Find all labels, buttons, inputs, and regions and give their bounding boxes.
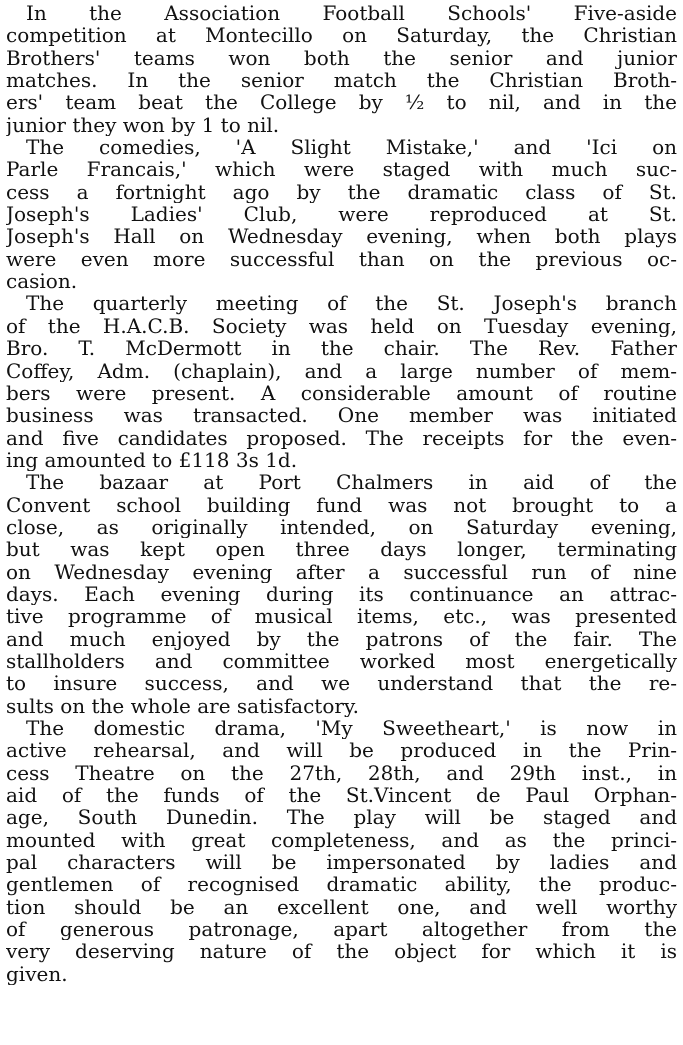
text-line: casion. bbox=[6, 270, 78, 293]
paragraph-football bbox=[6, 2, 677, 136]
text-line: gentlemen of recognised dramatic ability, the produc- bbox=[6, 873, 677, 896]
text-line: business was transacted. One member was initiated bbox=[6, 404, 677, 427]
text-line: The bazaar at Port Chalmers in aid of the bbox=[26, 471, 677, 494]
text-line: competition at Montecillo on Saturday, the Christian bbox=[6, 24, 677, 47]
text-line: active rehearsal, and will be produced in the Prin- bbox=[6, 739, 677, 762]
text-line: Parle Francais,' which were staged with much suc- bbox=[6, 158, 677, 181]
text-line: close, as originally intended, on Saturday evening, bbox=[6, 515, 677, 539]
text-line: to insure success, and we understand that the re- bbox=[6, 672, 677, 695]
text-line: The domestic drama, 'My Sweetheart,' is now in bbox=[26, 717, 677, 740]
text-line: tive programme of musical items, etc., was presented bbox=[6, 605, 677, 628]
text-line: were even more successful than on the previous oc- bbox=[6, 247, 677, 271]
text-line: junior they won by 1 to nil. bbox=[6, 113, 280, 137]
text-line: matches. In the senior match the Christian Broth- bbox=[6, 69, 677, 92]
text-line: Joseph's Ladies' Club, were reproduced at St. bbox=[6, 203, 677, 226]
text-line: ing amounted to £118 3s 1d. bbox=[6, 448, 298, 472]
text-line: Convent school building fund was not brought to a bbox=[6, 493, 677, 516]
text-line: and much enjoyed by the patrons of the fair. The bbox=[6, 627, 677, 650]
text-line: Joseph's Hall on Wednesday evening, when both plays bbox=[6, 225, 677, 248]
text-line: given. bbox=[6, 962, 68, 986]
text-line: stallholders and committee worked most energetically bbox=[6, 649, 677, 673]
text-line: pal characters will be impersonated by ladies and bbox=[6, 851, 677, 874]
text-line: age, South Dunedin. The play will be staged and bbox=[6, 806, 677, 829]
text-line: of generous patronage, apart altogether from the bbox=[6, 918, 677, 941]
text-line: mounted with great completeness, and as the princi- bbox=[6, 828, 677, 852]
paragraph-drama bbox=[6, 717, 677, 985]
text-line: ers' team beat the College by ½ to nil, and in the bbox=[6, 91, 677, 114]
text-line: cess a fortnight ago by the dramatic class of St. bbox=[6, 180, 677, 204]
text-line: tion should be an excellent one, and well worthy bbox=[6, 895, 677, 919]
paragraph-hacb-meeting bbox=[6, 292, 677, 471]
text-line: and five candidates proposed. The receipts for the even- bbox=[6, 426, 677, 449]
text-line: The quarterly meeting of the St. Joseph's branch bbox=[26, 292, 677, 315]
text-line: Brothers' teams won both the senior and junior bbox=[6, 46, 677, 70]
text-line: In the Association Football Schools' Five-aside bbox=[26, 2, 677, 25]
text-line: but was kept open three days longer, terminating bbox=[6, 538, 677, 561]
text-line: cess Theatre on the 27th, 28th, and 29th inst., in bbox=[6, 761, 677, 785]
text-line: of the H.A.C.B. Society was held on Tuesday evening, bbox=[6, 314, 677, 338]
text-line: Coffey, Adm. (chaplain), and a large number of mem- bbox=[6, 359, 677, 382]
text-line: aid of the funds of the St.Vincent de Paul Orphan- bbox=[6, 784, 677, 807]
paragraph-bazaar bbox=[6, 471, 677, 717]
text-line: on Wednesday evening after a successful run of nine bbox=[6, 560, 677, 583]
text-line: The comedies, 'A Slight Mistake,' and 'Ici on bbox=[26, 136, 677, 159]
text-line: sults on the whole are satisfactory. bbox=[6, 694, 359, 717]
text-line: Bro. T. McDermott in the chair. The Rev. Father bbox=[6, 337, 677, 360]
text-line: days. Each evening during its continuance an attrac- bbox=[6, 582, 677, 606]
text-line: bers were present. A considerable amount of routine bbox=[6, 381, 677, 405]
paragraph-comedies bbox=[6, 136, 677, 292]
text-line: very deserving nature of the object for which it is bbox=[6, 940, 677, 963]
